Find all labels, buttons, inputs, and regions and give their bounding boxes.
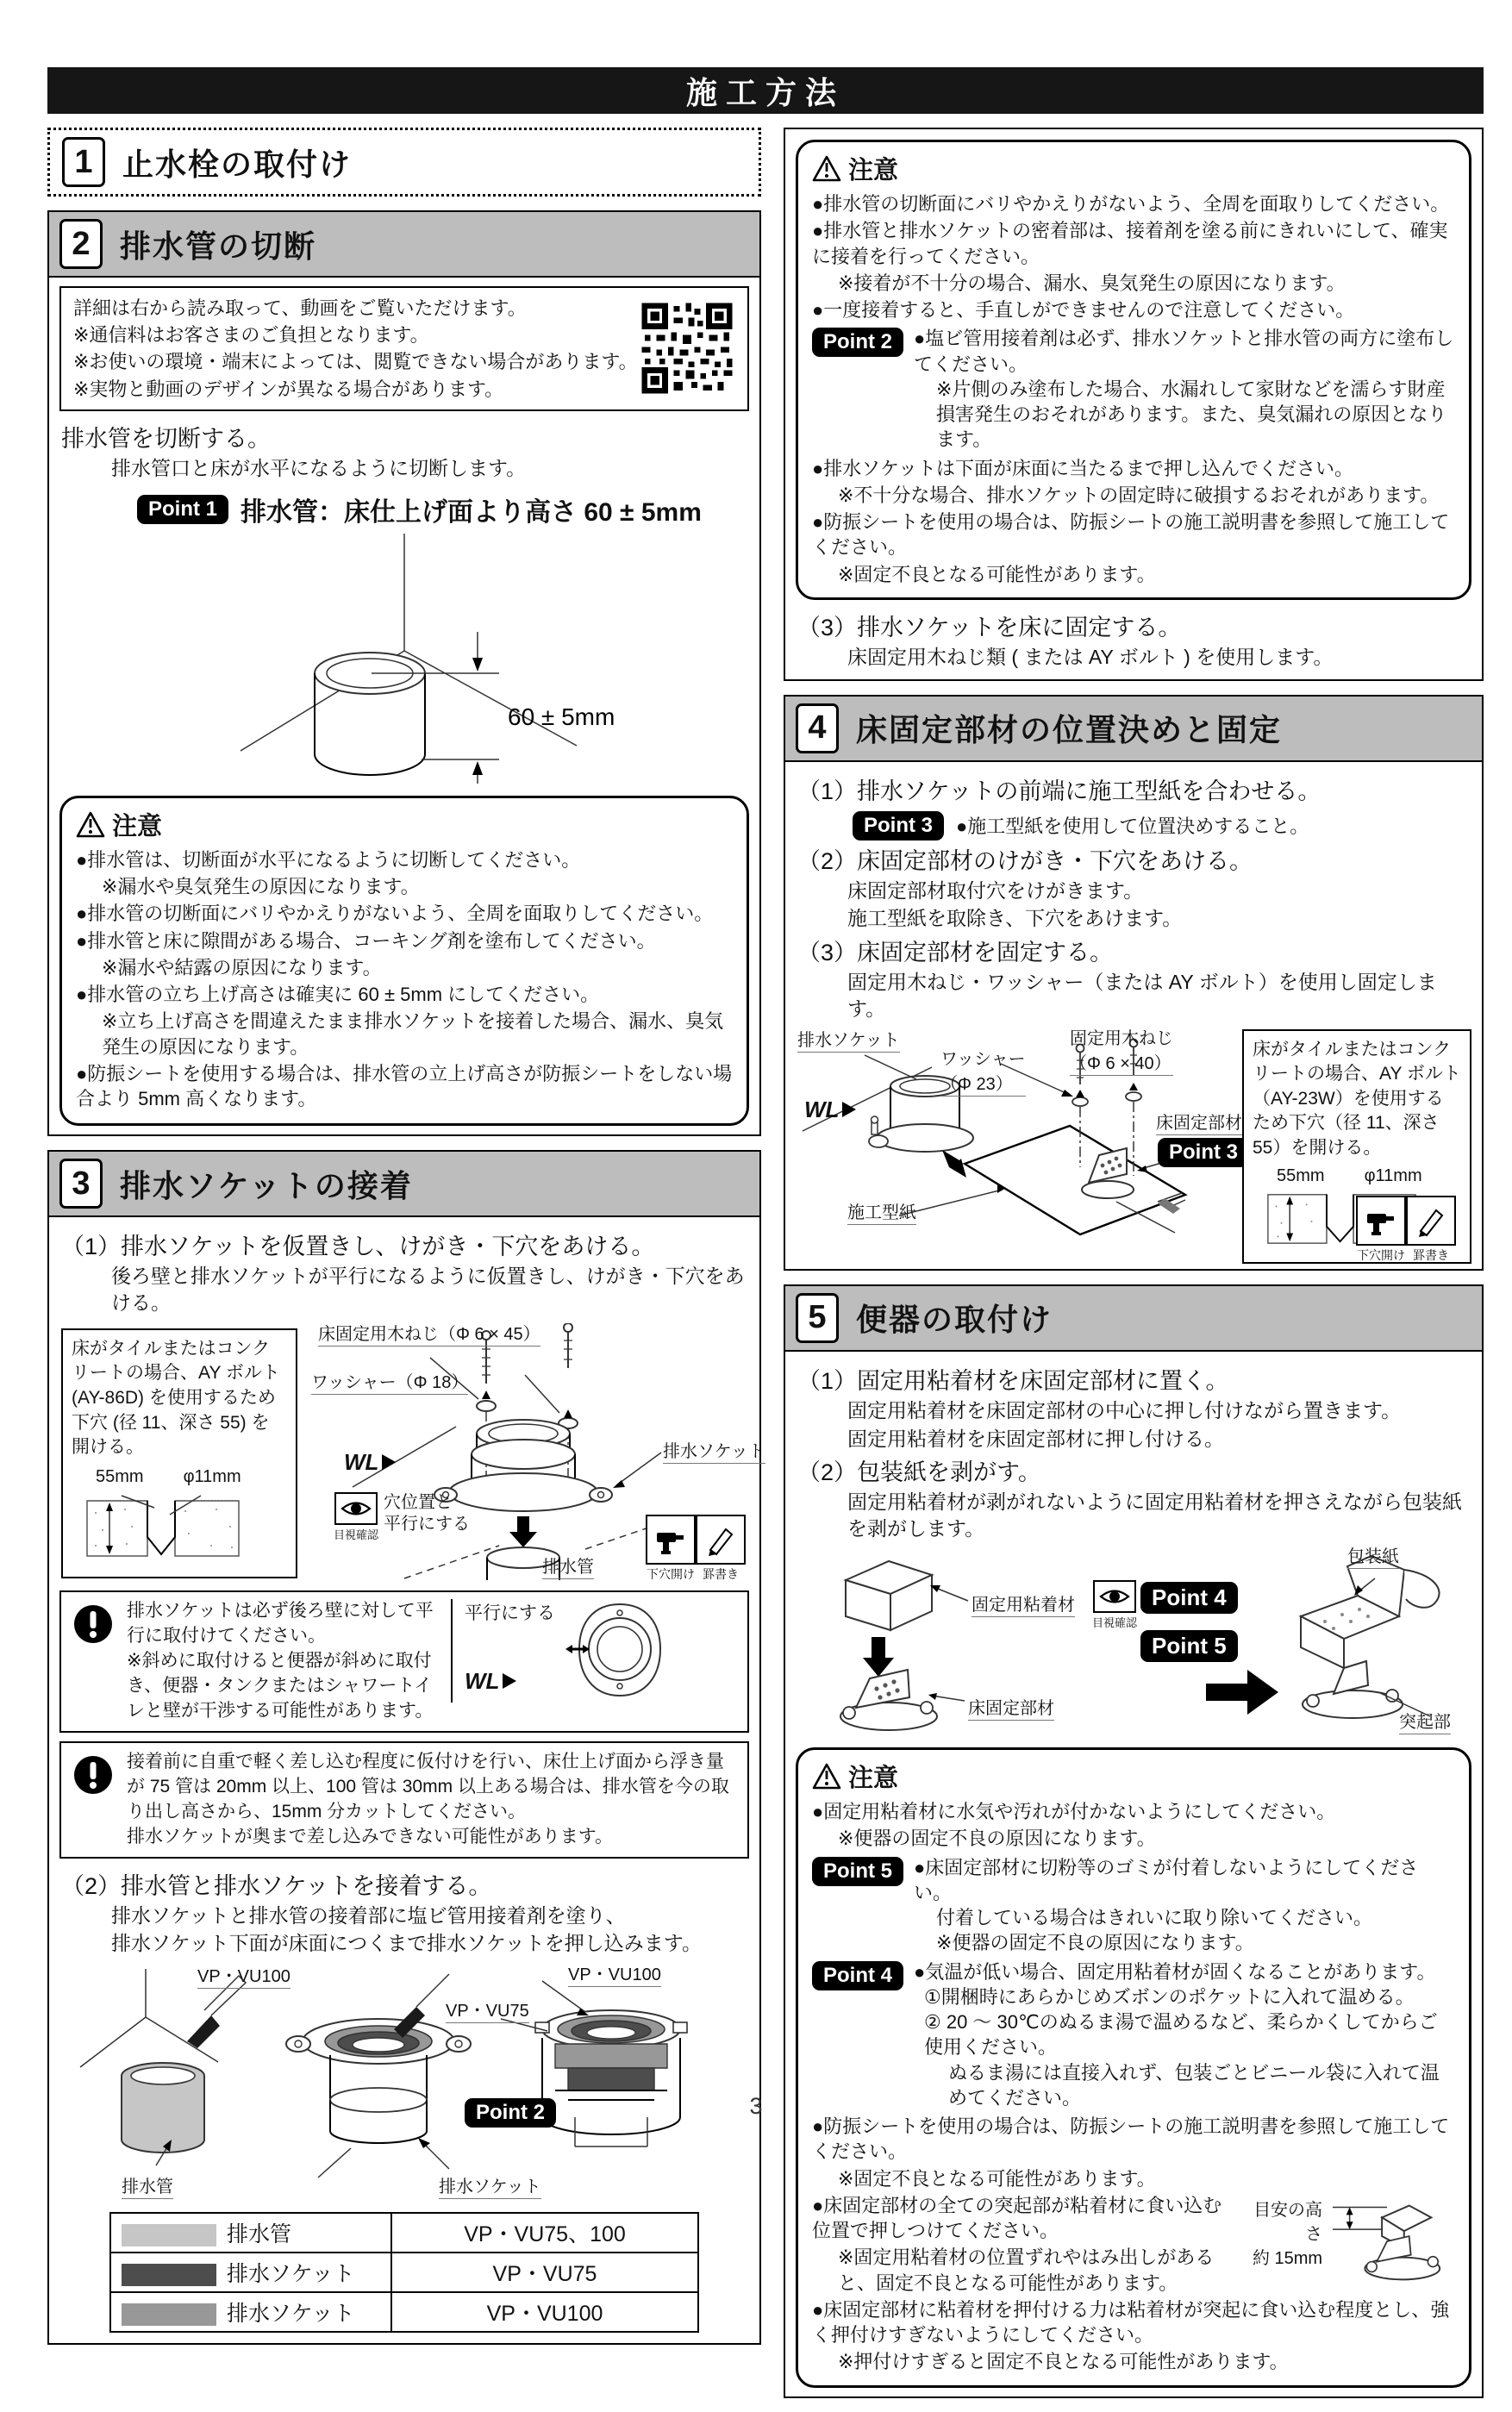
point-3-note: ●施工型紙を使用して位置決めすること。 bbox=[956, 815, 1309, 838]
caution-subitem: ※漏水や臭気発生の原因になります。 bbox=[102, 876, 420, 897]
adhesive-label: 固定用粘着材 bbox=[972, 1590, 1075, 1617]
pipe-label: 排水管 bbox=[542, 1553, 594, 1579]
floor-fixing-part-label: 床固定部材 bbox=[968, 1694, 1054, 1721]
s3-step2: （2）排水管と排水ソケットを接着する。 bbox=[61, 1872, 492, 1899]
visual-check-icon: 目視確認 bbox=[1092, 1580, 1137, 1630]
wl-label: WL bbox=[804, 1097, 856, 1123]
page-title: 施工方法 bbox=[685, 74, 845, 110]
section-4 bbox=[784, 695, 1484, 1271]
visual-check-icon: 目視確認 bbox=[334, 1492, 378, 1542]
hole-depth-label: 55mm bbox=[96, 1466, 144, 1486]
cut-instruction: 排水管を切断する。 bbox=[61, 425, 271, 452]
s4-step2-sub1: 床固定部材取付穴をけがきます。 bbox=[847, 878, 1144, 902]
caution-subitem: ※便器の固定不良の原因になります。 bbox=[838, 1828, 1156, 1850]
s5-step2-sub: 固定用粘着材が剥がれないように固定用粘着材を押さえながら包装紙を剥がします。 bbox=[847, 1490, 1462, 1540]
section-2-caution bbox=[59, 796, 749, 1127]
point-2-badge: Point 2 bbox=[812, 328, 903, 357]
section-3-number: 3 bbox=[59, 1159, 103, 1209]
scribe-icon: 罫書き bbox=[696, 1515, 746, 1583]
caution-subitem: ※不十分な場合、排水ソケットの固定時に破損するおそれがあります。 bbox=[838, 484, 1440, 506]
wl-label: WL bbox=[344, 1449, 396, 1476]
manual-page bbox=[47, 67, 1484, 2412]
vu75-label: VP・VU75 bbox=[446, 1996, 529, 2023]
gluing-drawing bbox=[59, 1962, 749, 2205]
section-2-number: 2 bbox=[59, 219, 103, 269]
warning-subtext: 排水ソケットが奥まで差し込みできない可能性があります。 bbox=[127, 1826, 614, 1846]
cut-instruction-sub: 排水管口と床が水平になるように切断します。 bbox=[111, 456, 527, 479]
s3-step3: （3）排水ソケットを床に固定する。 bbox=[797, 614, 1182, 640]
s4-step2: （2）床固定部材のけがき・下穴をあける。 bbox=[797, 847, 1253, 874]
point-3-badge: Point 3 bbox=[1158, 1138, 1249, 1167]
socket75-swatch bbox=[122, 2264, 216, 2286]
warning-text: 排水ソケットは必ず後ろ壁に対して平行に取付けてください。 bbox=[127, 1600, 434, 1646]
tile-note-box: 床がタイルまたはコンクリートの場合、AY ボルト (AY-86D) を使用するため下穴 (径 11、深さ 55) を開ける。 55mm φ11mm bbox=[61, 1328, 297, 1578]
tile-note-box: 床がタイルまたはコンクリートの場合、AY ボルト（AY-23W）を使用するため下穴（径 11、深さ 55）を開ける。 55mm φ11mm bbox=[1242, 1029, 1471, 1264]
point-5-badge: Point 5 bbox=[812, 1857, 903, 1886]
height-guide-inset bbox=[1237, 2191, 1455, 2286]
washer-label: ワッシャー （Φ 23） bbox=[940, 1045, 1026, 1097]
section-3-continued bbox=[784, 128, 1484, 681]
video-info-text: 詳細は右から読み取って、動画をご覧いただけます。 ※通信料はお客さまのご負担となります。 ※お使いの環境・端末によっては、閲覧できない場合があります。 ※実物と動画のデザインが異なる場合があります。 bbox=[73, 297, 638, 400]
section-1-header bbox=[47, 128, 761, 197]
section-4-number: 4 bbox=[796, 703, 839, 753]
s5-step1-sub2: 固定用粘着材を床固定部材に押し付ける。 bbox=[847, 1427, 1224, 1450]
table-row: 排水ソケット VP・VU100 bbox=[110, 2292, 698, 2332]
drill-icon: 下穴開け bbox=[646, 1515, 696, 1583]
s3-step1-sub: 後ろ壁と排水ソケットが平行になるように仮置きし、けがき・下穴をあける。 bbox=[111, 1265, 745, 1315]
caution-subitem: ※立ち上げ高さを間違えたまま排水ソケットを接着した場合、漏水、臭気発生の原因になります。 bbox=[102, 1010, 724, 1058]
wl-label: WL bbox=[465, 1668, 516, 1695]
qr-code bbox=[639, 300, 735, 397]
table-row: 排水管 VP・VU75、100 bbox=[110, 2213, 698, 2253]
section-3-header bbox=[49, 1152, 759, 1217]
warning-subtext: ※斜めに取付けると便器が斜めに取付き、便器・タンクまたはシャワートイレと壁が干渉する可能性があります。 bbox=[127, 1650, 434, 1721]
caution-item: ●床固定部材に粘着材を押付ける力は粘着材が突起に食い込む程度とし、強く押付けすぎないようにしてください。 bbox=[812, 2298, 1450, 2346]
caution-item: ●排水ソケットは下面が床面に当たるまで押し込んでください。 bbox=[812, 457, 1353, 479]
s4-step3: （3）床固定部材を固定する。 bbox=[797, 940, 1114, 966]
caution-subitem: ※固定不良となる可能性があります。 bbox=[838, 2167, 1156, 2190]
floor-screw-label: 床固定用木ねじ（Φ 6 × 45） bbox=[318, 1320, 540, 1347]
s3-step2-sub2: 排水ソケット下面が床面につくまで排水ソケットを押し込みます。 bbox=[111, 1932, 702, 1955]
caution-subitem: ※片側のみ塗布した場合、水漏れして家財などを濡らす財産損害発生のおそれがあります。また、臭気漏れの原因となります。 bbox=[936, 378, 1447, 451]
tool-icons bbox=[646, 1515, 746, 1583]
pilot-hole-drawing bbox=[72, 1489, 253, 1563]
cut-dim-label: 60 ± 5mm bbox=[508, 703, 615, 730]
caution-subitem: ※押付けすぎると固定不良となる可能性があります。 bbox=[838, 2351, 1289, 2373]
caution-subitem: ※固定用粘着材の位置ずれやはみ出しがあると、固定不良となる可能性があります。 bbox=[838, 2246, 1215, 2294]
pre-fit-warning-box bbox=[59, 1741, 749, 1859]
section-2-title: 排水管の切断 bbox=[120, 228, 317, 264]
right-column bbox=[784, 128, 1484, 2412]
left-column bbox=[47, 128, 765, 2359]
caution-item: ●塩ビ管用接着剤は必ず、排水ソケットと排水管の両方に塗布してください。 bbox=[914, 328, 1454, 375]
section-4-title: 床固定部材の位置決めと固定 bbox=[856, 712, 1283, 748]
caution-item: ●排水管は、切断面が水平になるように切断してください。 bbox=[76, 848, 581, 871]
caution-subitem: ※便器の固定不良の原因になります。 bbox=[936, 1932, 1254, 1954]
caution-item: ●排水管と排水ソケットの密着部は、接着剤を塗る前にきれいにして、確実に接着を行ってください。 bbox=[812, 220, 1448, 267]
caution-subitem: ※固定不良となる可能性があります。 bbox=[838, 563, 1156, 585]
hole-depth-label: 55mm bbox=[1277, 1165, 1325, 1185]
caution-subitem: ※接着が不十分の場合、漏水、臭気発生の原因になります。 bbox=[838, 272, 1346, 294]
caution-item: ●排水管の切断面にバリやかえりがないよう、全周を面取りしてください。 bbox=[76, 903, 714, 925]
caution-item: ●排水管の立ち上げ高さは確実に 60 ± 5mm にしてください。 bbox=[76, 984, 600, 1005]
s4-step1: （1）排水ソケットの前端に施工型紙を合わせる。 bbox=[797, 778, 1321, 804]
section-1-title: 止水栓の取付け bbox=[122, 146, 353, 182]
caution-title: 注意 bbox=[112, 812, 163, 840]
warning-triangle-icon bbox=[812, 155, 841, 182]
caution-subitem: ※漏水や結露の原因になります。 bbox=[102, 956, 382, 978]
caution-item: ●防振シートを使用の場合は、防振シートの施工説明書を参照して施工してください。 bbox=[812, 511, 1450, 559]
caution-item: ●床固定部材の全ての突起部が粘着材に食い込む位置で押しつけてください。 bbox=[812, 2194, 1222, 2242]
warning-triangle-icon bbox=[76, 811, 105, 838]
floor-fixing-part-label: 床固定部材 bbox=[1156, 1109, 1242, 1135]
gluing-diagram bbox=[59, 1962, 749, 2205]
point-1-badge: Point 1 bbox=[137, 495, 228, 524]
section-5-number: 5 bbox=[796, 1293, 839, 1343]
parallel-warning-box bbox=[59, 1590, 749, 1733]
socket-label: 排水ソケット bbox=[439, 2172, 541, 2199]
section-1-number: 1 bbox=[62, 137, 105, 187]
guide-height-value: 約 15mm bbox=[1252, 2248, 1323, 2268]
warning-triangle-icon bbox=[812, 1763, 841, 1790]
make-parallel-label: 平行にする bbox=[465, 1603, 555, 1623]
caution-item: ●一度接着すると、手直しができませんので注意してください。 bbox=[812, 299, 1355, 321]
template-label: 施工型紙 bbox=[847, 1198, 916, 1225]
washer-label: ワッシャー（Φ 18） bbox=[311, 1368, 468, 1395]
caution-item: ●床固定部材に切粉等のゴミが付着しないようにしてください。 bbox=[914, 1856, 1419, 1903]
section-3-title: 排水ソケットの接着 bbox=[120, 1167, 413, 1203]
section-2 bbox=[47, 210, 761, 1136]
socket-placement-diagram bbox=[59, 1323, 765, 1582]
caution-title: 注意 bbox=[848, 1765, 899, 1793]
tool-icons bbox=[1356, 1196, 1456, 1264]
pipe-cut-diagram bbox=[59, 528, 749, 787]
fixing-screw-label: 固定用木ねじ （Φ 6 × 40） bbox=[1070, 1024, 1173, 1076]
section-5-caution bbox=[796, 1747, 1471, 2388]
caution-item: ●排水管の切断面にバリやかえりがないよう、全周を面取りしてください。 bbox=[812, 193, 1450, 215]
caution-item: ●防振シートを使用する場合は、排水管の立上げ高さが防振シートをしない場合より 5mm 高くなります。 bbox=[76, 1062, 733, 1109]
guide-height-label: 目安の高さ bbox=[1253, 2200, 1323, 2244]
flange-top-view bbox=[564, 1599, 676, 1703]
caution-item: ●気温が低い場合、固定用粘着材が固くなることがあります。 bbox=[914, 1960, 1436, 1983]
s3-step2-sub1: 排水ソケットと排水管の接着部に塩ビ管用接着剤を塗り、 bbox=[111, 1903, 626, 1927]
mandatory-icon bbox=[73, 1604, 113, 1644]
section-3 bbox=[47, 1150, 765, 2345]
mandatory-icon bbox=[73, 1755, 113, 1795]
s3-step3-sub: 床固定用木ねじ類 ( または AY ボルト ) を使用します。 bbox=[847, 645, 1334, 668]
section-4-header bbox=[785, 697, 1482, 762]
caution-item: ●排水管と床に隙間がある場合、コーキング剤を塗布してください。 bbox=[76, 929, 656, 952]
caution-subitem: 付着している場合はきれいに取り除いてください。 bbox=[936, 1907, 1373, 1929]
hole-parallel-note: 目視確認 穴位置と 平行にする bbox=[334, 1492, 471, 1541]
height-guide-drawing bbox=[1328, 2191, 1455, 2286]
parallel-illustration bbox=[451, 1599, 676, 1703]
vu100-label: VP・VU100 bbox=[568, 1960, 661, 1987]
point-5-badge: Point 5 bbox=[1140, 1630, 1238, 1662]
section-5-header bbox=[785, 1286, 1482, 1352]
caution-item: ●固定用粘着材に水気や汚れが付かないようにしてください。 bbox=[812, 1801, 1336, 1823]
socket-label: 排水ソケット bbox=[797, 1026, 900, 1053]
s5-step1-sub1: 固定用粘着材を床固定部材の中心に押し付けながら置きます。 bbox=[847, 1398, 1402, 1422]
scribe-icon: 罫書き bbox=[1406, 1196, 1456, 1264]
s3-step1: （1）排水ソケットを仮置きし、けがき・下穴をあける。 bbox=[61, 1234, 655, 1260]
floor-fixing-diagram bbox=[796, 1029, 1471, 1260]
wrapping-paper-label: 包装紙 bbox=[1347, 1542, 1399, 1569]
section-5-title: 便器の取付け bbox=[856, 1302, 1053, 1338]
point-1-text: 排水管：床仕上げ面より高さ 60 ± 5mm bbox=[241, 497, 702, 527]
point-2-badge: Point 2 bbox=[465, 2098, 556, 2128]
section-3-caution bbox=[796, 140, 1471, 600]
adhesive-diagram bbox=[796, 1547, 1471, 1739]
page-number: 3 bbox=[749, 2093, 763, 2119]
caution-item: ●防振シートを使用の場合は、防振シートの施工説明書を参照して施工してください。 bbox=[812, 2115, 1450, 2163]
s4-step2-sub2: 施工型紙を取除き、下穴をあけます。 bbox=[847, 907, 1183, 930]
page-title-bar bbox=[47, 67, 1484, 114]
caution-subitem: ①開梱時にあらかじめズボンのポケットに入れて温める。 bbox=[924, 1985, 1415, 2008]
hole-dia-label: φ11mm bbox=[183, 1466, 241, 1486]
s4-step3-sub: 固定用木ねじ・ワッシャー（または AY ボルト）を使用し固定します。 bbox=[847, 971, 1437, 1020]
section-2-header bbox=[49, 212, 759, 278]
protrusion-label: 突起部 bbox=[1399, 1708, 1451, 1734]
hole-dia-label: φ11mm bbox=[1364, 1165, 1422, 1185]
socket100-swatch bbox=[122, 2303, 216, 2326]
pipe-label: 排水管 bbox=[122, 2172, 173, 2199]
adhesive-drawing bbox=[796, 1547, 1473, 1739]
point-3-badge: Point 3 bbox=[853, 811, 944, 840]
table-row: 排水ソケット VP・VU75 bbox=[110, 2253, 698, 2292]
s5-step1: （1）固定用粘着材を床固定部材に置く。 bbox=[797, 1367, 1229, 1394]
drill-icon: 下穴開け bbox=[1356, 1196, 1406, 1264]
pipe-swatch bbox=[122, 2224, 216, 2246]
s5-step2: （2）包装紙を剥がす。 bbox=[797, 1459, 1041, 1486]
point-4-badge: Point 4 bbox=[812, 1961, 903, 1990]
vu100-label: VP・VU100 bbox=[197, 1962, 291, 1989]
caution-title: 注意 bbox=[848, 157, 899, 184]
caution-subitem: ぬるま湯には直接入れず、包装ごとビニール袋に入れて温めてください。 bbox=[948, 2061, 1440, 2109]
point-4-badge: Point 4 bbox=[1140, 1582, 1238, 1614]
warning-text: 接着前に自重で軽く差し込む程度に仮付けを行い、床仕上げ面から浮き量が 75 管は 20mm 以上、100 管は 30mm 以上ある場合は、排水管を今の取り出し高さから、15mm 分カットしてください。 bbox=[127, 1751, 729, 1821]
socket-label: 排水ソケット bbox=[663, 1437, 765, 1464]
pipe-cut-drawing bbox=[59, 528, 749, 787]
caution-subitem: ② 20 ～ 30℃のぬるま湯で温めるなど、柔らかくしてからご使用ください。 bbox=[924, 2011, 1438, 2059]
video-info-box bbox=[59, 286, 749, 411]
section-5 bbox=[784, 1284, 1484, 2398]
pipe-color-table bbox=[109, 2212, 699, 2333]
